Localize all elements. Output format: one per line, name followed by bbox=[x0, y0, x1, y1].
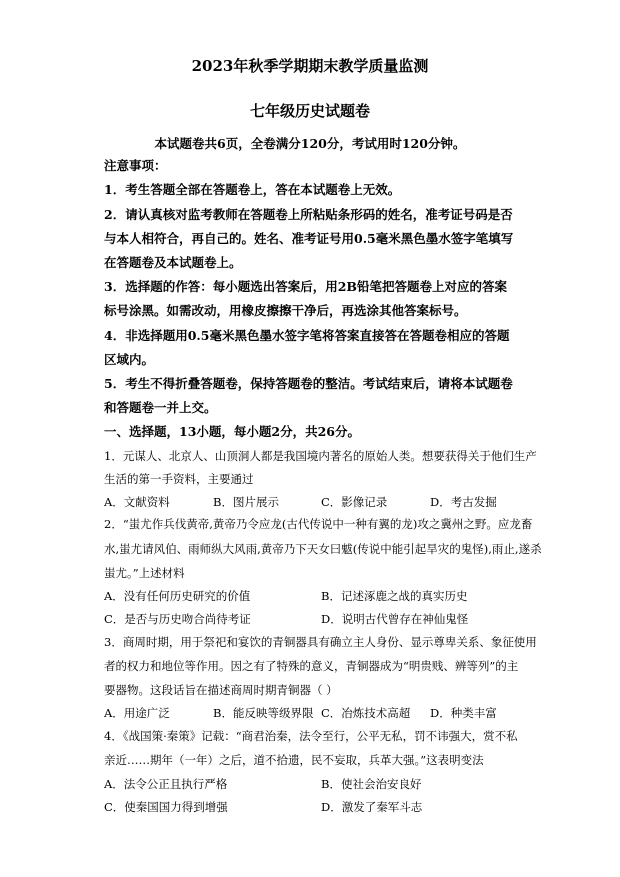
note-line: 在答题卷及本试题卷上。 bbox=[104, 255, 242, 270]
question-3-option-a: A．用途广泛 bbox=[104, 706, 170, 720]
note-line: 区域内。 bbox=[104, 352, 155, 367]
question-3-stem: 要器物。这段话旨在描述商周时期青铜器（ ） bbox=[104, 683, 338, 697]
question-4-stem: 4．《战国策·秦策》记载：“商君治秦，法令至行，公平无私，罚不讳强大，赏不私 bbox=[104, 729, 518, 743]
note-line: 标号涂黑。如需改动，用橡皮擦擦干净后，再选涂其他答案标号。 bbox=[104, 303, 467, 318]
question-4-option-a: A．法令公正且执行严格 bbox=[104, 777, 228, 791]
question-2-stem: 水,蚩尤请风伯、雨师纵大风雨,黄帝乃下天女曰魃(传说中能引起旱灾的鬼怪),雨止,遂杀 bbox=[104, 542, 542, 556]
note-line: 3．选择题的作答：每小题选出答案后，用2B铅笔把答题卷上对应的答案 bbox=[104, 279, 507, 294]
question-3-option-b: B．能反映等级界限 bbox=[213, 706, 314, 720]
question-1-stem: 1．元谋人、北京人、山顶洞人都是我国境内著名的原始人类。想要获得关于他们生产 bbox=[104, 449, 537, 463]
note-line: 4．非选择题用0.5毫米黑色墨水签字笔将答案直接答在答题卷相应的答题 bbox=[104, 328, 510, 343]
question-1-option-d: D．考古发掘 bbox=[430, 495, 497, 509]
question-2-option-c: C．是否与历史吻合尚待考证 bbox=[104, 612, 251, 626]
question-4-stem: 亲近……期年（一年）之后，道不拾遗，民不妄取，兵革大强。”这表明变法 bbox=[104, 753, 484, 767]
note-line: 1．考生答题全部在答题卷上，答在本试题卷上无效。 bbox=[104, 182, 401, 197]
note-line: 5．考生不得折叠答题卷，保持答题卷的整洁。考试结束后，请将本试题卷 bbox=[104, 376, 513, 391]
question-3-option-d: D．种类丰富 bbox=[430, 706, 497, 720]
exam-subtitle: 七年级历史试题卷 bbox=[249, 102, 370, 120]
exam-info: 本试题卷共6页，全卷满分120分，考试用时120分钟。 bbox=[154, 136, 466, 151]
question-1-stem: 生活的第一手资料，主要通过 bbox=[104, 472, 254, 486]
notes-heading: 注意事项： bbox=[104, 158, 167, 173]
question-1-option-c: C．影像记录 bbox=[321, 495, 388, 509]
question-2-option-a: A．没有任何历史研究的价值 bbox=[104, 589, 251, 603]
question-3-option-c: C．冶炼技术高超 bbox=[321, 706, 411, 720]
question-1-option-a: A．文献资料 bbox=[104, 495, 170, 509]
question-3-stem: 3．商周时期，用于祭祀和宴饮的青铜器具有确立主人身份、显示尊卑关系、象征使用 bbox=[104, 635, 537, 649]
question-4-option-d: D．激发了秦军斗志 bbox=[321, 800, 423, 814]
question-1-option-b: B．图片展示 bbox=[213, 495, 279, 509]
section-heading: 一、选择题，13小题，每小题2分，共26分。 bbox=[104, 424, 360, 439]
note-line: 和答题卷一并上交。 bbox=[104, 400, 217, 415]
note-line: 与本人相符合，再自己的。姓名、准考证号用0.5毫米黑色墨水签字笔填写 bbox=[104, 231, 514, 246]
note-line: 2．请认真核对监考教师在答题卷上所粘贴条形码的姓名，准考证号码是否 bbox=[104, 207, 513, 222]
question-4-option-c: C．使秦国国力得到增强 bbox=[104, 800, 228, 814]
question-3-stem: 者的权力和地位等作用。因之有了特殊的意义，青铜器成为“明贵贱、辨等列”的主 bbox=[104, 659, 519, 673]
question-2-option-b: B．记述涿鹿之战的真实历史 bbox=[321, 589, 468, 603]
question-4-option-b: B．使社会治安良好 bbox=[321, 777, 422, 791]
question-2-stem: 2．“蚩尤作兵伐黄帝,黄帝乃令应龙(古代传说中一种有翼的龙)攻之冀州之野。应龙畜 bbox=[104, 517, 533, 531]
question-2-option-d: D．说明古代曾存在神仙鬼怪 bbox=[321, 612, 469, 626]
question-2-stem: 蚩尤。”上述材料 bbox=[104, 566, 185, 580]
exam-title: 2023年秋季学期期末教学质量监测 bbox=[191, 57, 429, 75]
